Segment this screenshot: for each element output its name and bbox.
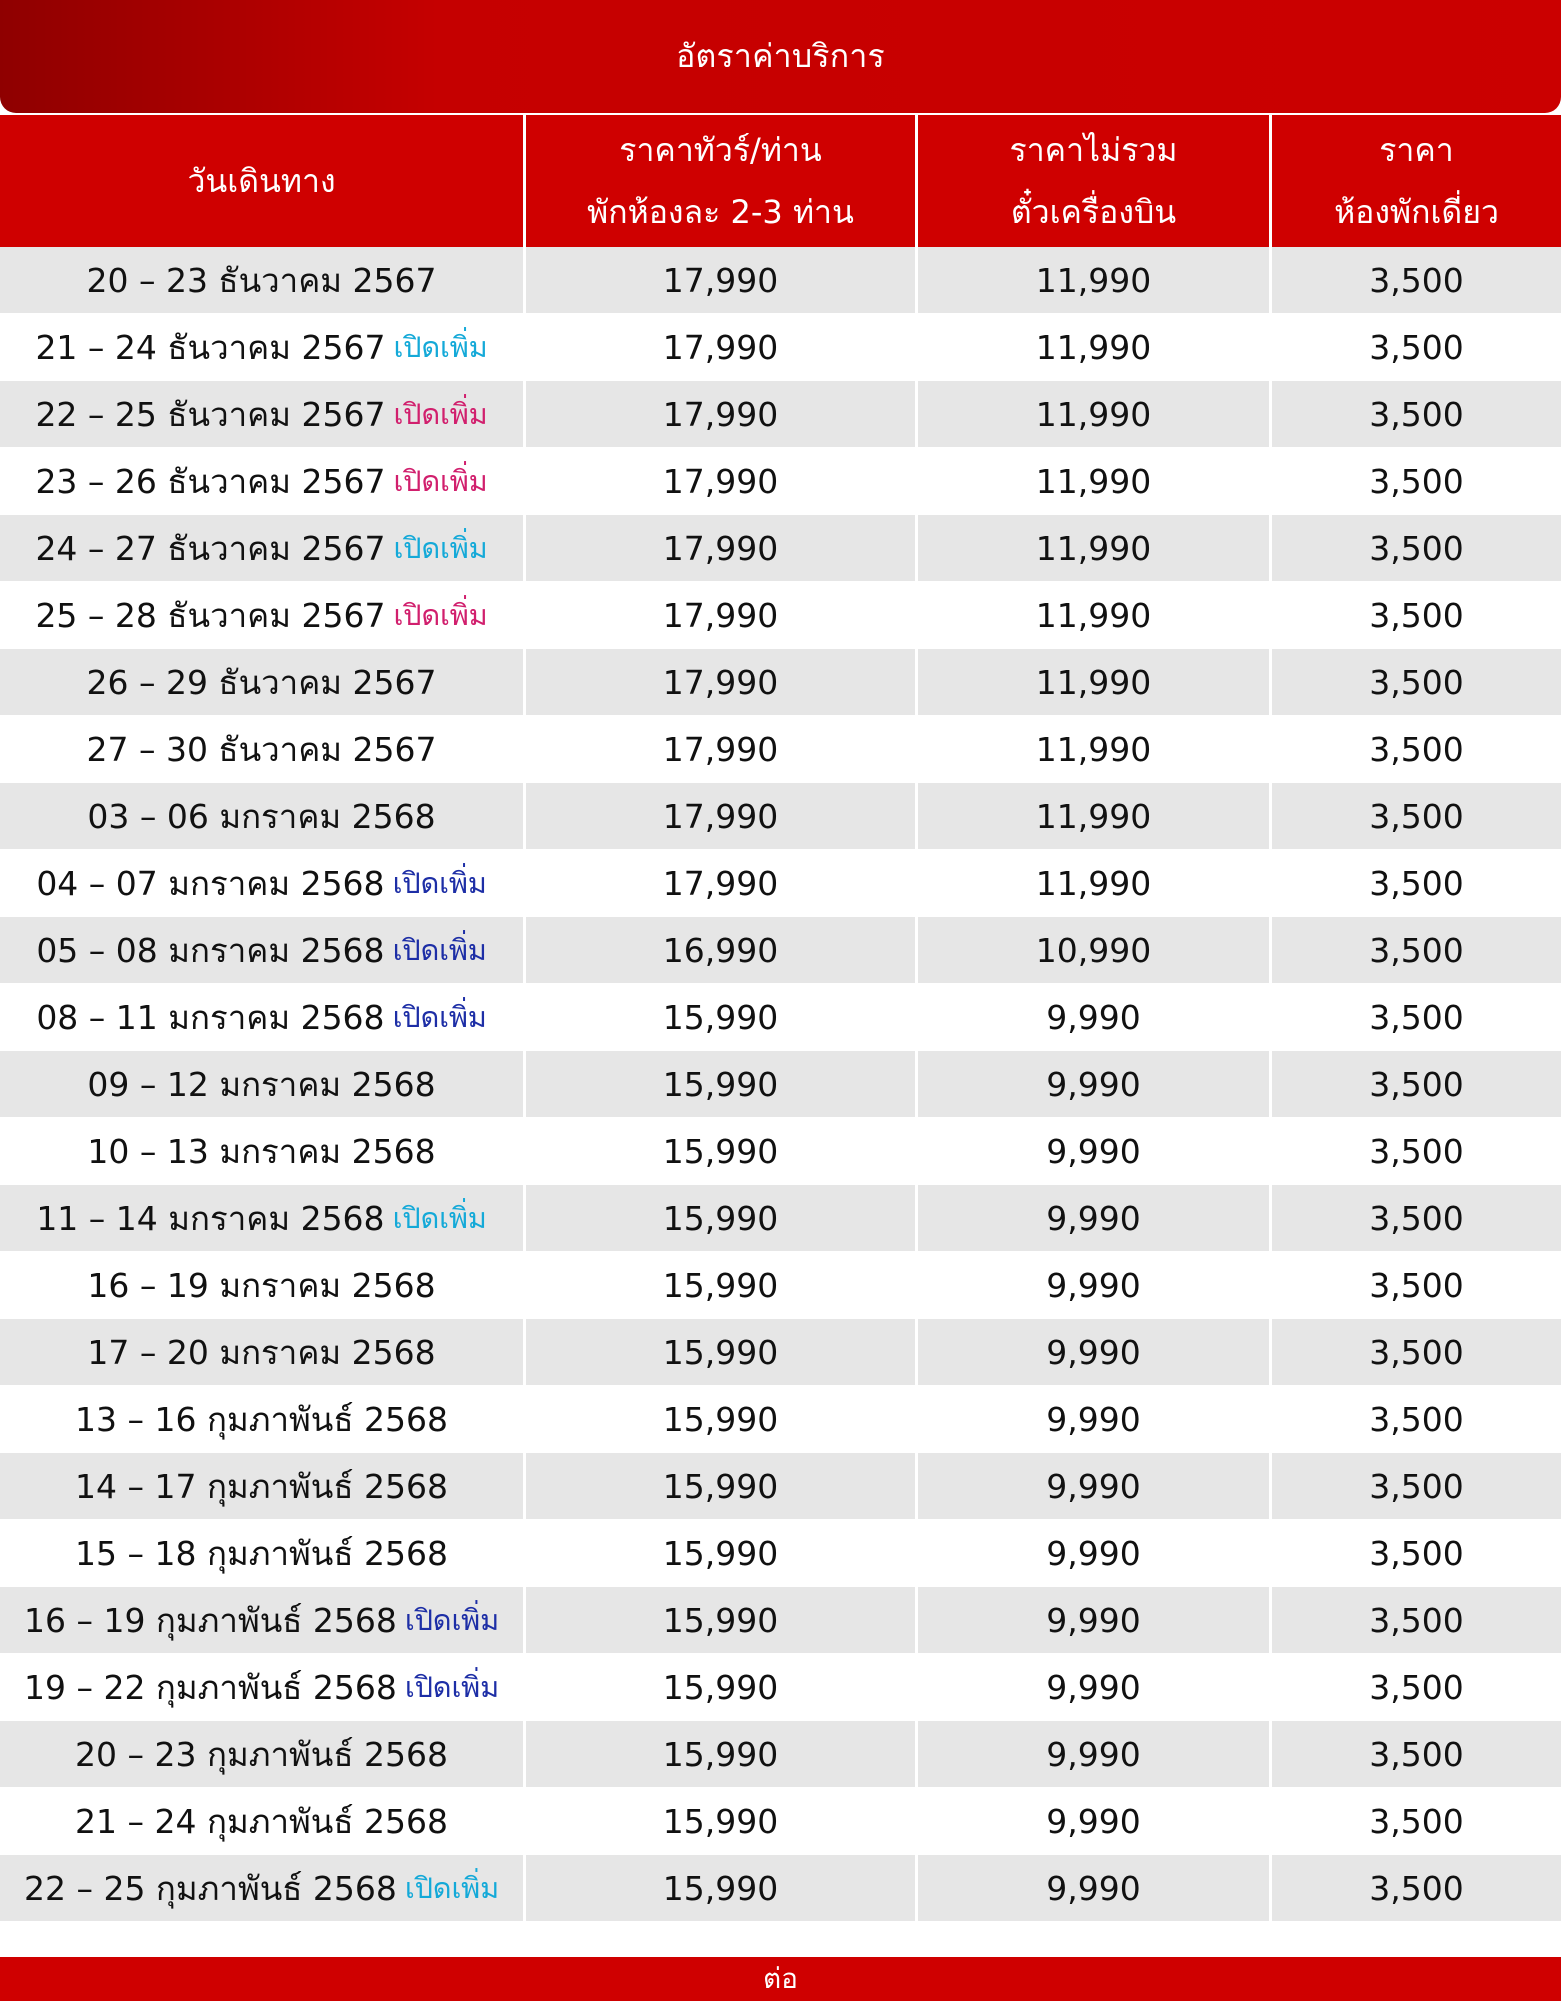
date-cell [0,1520,526,1586]
date-cell [0,917,526,983]
date-text: 17 – 20 มกราคม 2568 [87,1332,436,1372]
tour-price-cell [526,1587,918,1653]
date-cell [0,1252,526,1318]
date-content [87,1064,436,1104]
table-row [0,515,1561,582]
date-text: 16 – 19 กุมภาพันธ์ 2568 [23,1600,397,1640]
tour-price-cell [526,1252,918,1318]
no-flight-price-cell-value: 11,990 [1035,394,1152,434]
header-tour-price-line2: พักห้องละ 2-3 ท่าน [587,193,854,231]
tour-price-cell [526,1319,918,1385]
date-content [87,1332,436,1372]
date-content [35,461,488,501]
date-content [35,394,488,434]
single-room-price-cell [1272,1587,1561,1653]
no-flight-price-cell-value: 9,990 [1046,997,1141,1037]
single-room-price-cell-value: 3,500 [1369,528,1464,568]
date-content [75,1466,448,1506]
date-cell [0,850,526,916]
date-content [23,1667,499,1707]
price-table [0,115,1561,1922]
no-flight-price-cell-value: 9,990 [1046,1265,1141,1305]
tour-price-cell [526,917,918,983]
date-text: 25 – 28 ธันวาคม 2567 [35,595,386,635]
date-cell [0,1788,526,1854]
header-tour-price-line1: ราคาทัวร์/ท่าน [619,131,822,169]
table-row [0,1520,1561,1587]
tour-price-cell [526,582,918,648]
no-flight-price-cell [918,1051,1272,1117]
single-room-price-cell [1272,582,1561,648]
table-row [0,1252,1561,1319]
single-room-price-cell-value: 3,500 [1369,1399,1464,1439]
tour-price-cell [526,1654,918,1720]
no-flight-price-cell [918,1855,1272,1921]
no-flight-price-cell [918,850,1272,916]
single-room-price-cell-value: 3,500 [1369,595,1464,635]
no-flight-price-cell-value: 9,990 [1046,1734,1141,1774]
header-tour-price [526,115,918,247]
single-room-price-cell-value: 3,500 [1369,662,1464,702]
date-cell [0,1453,526,1519]
no-flight-price-cell [918,1118,1272,1184]
open-more-tag: เปิดเพิ่ม [393,530,488,565]
no-flight-price-cell-value: 9,990 [1046,1131,1141,1171]
continued-footer [0,1957,1561,2001]
table-row [0,1185,1561,1252]
single-room-price-cell [1272,1788,1561,1854]
no-flight-price-cell-value: 11,990 [1035,595,1152,635]
open-more-tag: เปิดเพิ่ม [392,932,487,967]
tour-price-cell-value: 15,990 [662,997,779,1037]
tour-price-cell [526,984,918,1050]
tour-price-cell-value: 17,990 [662,528,779,568]
date-content [36,930,487,970]
no-flight-price-cell-value: 9,990 [1046,1868,1141,1908]
no-flight-price-cell [918,1721,1272,1787]
no-flight-price-cell [918,716,1272,782]
date-text: 26 – 29 ธันวาคม 2567 [86,662,437,702]
date-cell [0,1654,526,1720]
single-room-price-cell [1272,1319,1561,1385]
tour-price-cell [526,1453,918,1519]
single-room-price-cell-value: 3,500 [1369,1600,1464,1640]
date-cell [0,1721,526,1787]
date-text: 05 – 08 มกราคม 2568 [36,930,385,970]
table-body [0,247,1561,1922]
no-flight-price-cell [918,783,1272,849]
no-flight-price-cell-value: 9,990 [1046,1399,1141,1439]
date-text: 10 – 13 มกราคม 2568 [87,1131,436,1171]
date-content [87,1265,436,1305]
tour-price-cell-value: 17,990 [662,260,779,300]
date-text: 11 – 14 มกราคม 2568 [36,1198,385,1238]
no-flight-price-cell-value: 11,990 [1035,662,1152,702]
date-text: 22 – 25 กุมภาพันธ์ 2568 [23,1868,397,1908]
no-flight-price-cell-value: 11,990 [1035,327,1152,367]
single-room-price-cell [1272,649,1561,715]
single-room-price-cell [1272,1855,1561,1921]
open-more-tag: เปิดเพิ่ม [393,597,488,632]
table-row [0,1788,1561,1855]
tour-price-cell-value: 15,990 [662,1399,779,1439]
date-text: 24 – 27 ธันวาคม 2567 [35,528,386,568]
no-flight-price-cell [918,1319,1272,1385]
date-content [87,796,436,836]
date-text: 27 – 30 ธันวาคม 2567 [86,729,437,769]
single-room-price-cell-value: 3,500 [1369,997,1464,1037]
date-content [35,528,488,568]
no-flight-price-cell [918,984,1272,1050]
date-text: 16 – 19 มกราคม 2568 [87,1265,436,1305]
single-room-price-cell [1272,783,1561,849]
header-date-label: วันเดินทาง [187,162,336,200]
no-flight-price-cell [918,314,1272,380]
header-date [0,115,526,247]
table-row [0,1051,1561,1118]
table-row [0,1453,1561,1520]
date-cell [0,582,526,648]
no-flight-price-cell [918,1788,1272,1854]
single-room-price-cell-value: 3,500 [1369,1533,1464,1573]
tour-price-cell-value: 17,990 [662,595,779,635]
no-flight-price-cell-value: 11,990 [1035,528,1152,568]
date-content [75,1801,448,1841]
tour-price-cell [526,716,918,782]
tour-price-cell-value: 16,990 [662,930,779,970]
continued-label: ต่อ [763,1962,798,1995]
tour-price-cell-value: 15,990 [662,1265,779,1305]
single-room-price-cell [1272,1721,1561,1787]
date-content [36,1198,487,1238]
no-flight-price-cell [918,515,1272,581]
open-more-tag: เปิดเพิ่ม [404,1602,499,1637]
tour-price-cell-value: 15,990 [662,1734,779,1774]
no-flight-price-cell-value: 9,990 [1046,1064,1141,1104]
single-room-price-cell-value: 3,500 [1369,796,1464,836]
no-flight-price-cell-value: 9,990 [1046,1533,1141,1573]
single-room-price-cell-value: 3,500 [1369,461,1464,501]
no-flight-price-cell [918,381,1272,447]
single-room-price-cell-value: 3,500 [1369,1466,1464,1506]
date-cell [0,1185,526,1251]
table-row [0,1118,1561,1185]
no-flight-price-cell [918,917,1272,983]
date-cell [0,1386,526,1452]
date-text: 20 – 23 ธันวาคม 2567 [86,260,437,300]
single-room-price-cell-value: 3,500 [1369,1734,1464,1774]
single-room-price-cell-value: 3,500 [1369,1801,1464,1841]
date-text: 14 – 17 กุมภาพันธ์ 2568 [75,1466,448,1506]
tour-price-cell-value: 17,990 [662,461,779,501]
single-room-price-cell [1272,1051,1561,1117]
single-room-price-cell [1272,917,1561,983]
single-room-price-cell [1272,1453,1561,1519]
date-cell [0,448,526,514]
no-flight-price-cell-value: 11,990 [1035,260,1152,300]
single-room-price-cell [1272,1118,1561,1184]
date-content [75,1533,448,1573]
no-flight-price-cell [918,448,1272,514]
date-content [36,863,487,903]
no-flight-price-cell [918,1520,1272,1586]
open-more-tag: เปิดเพิ่ม [393,463,488,498]
no-flight-price-cell-value: 11,990 [1035,863,1152,903]
single-room-price-cell-value: 3,500 [1369,1868,1464,1908]
open-more-tag: เปิดเพิ่ม [392,999,487,1034]
tour-price-cell-value: 17,990 [662,729,779,769]
table-row [0,448,1561,515]
date-cell [0,716,526,782]
no-flight-price-cell [918,582,1272,648]
header-no-flight-line1: ราคาไม่รวม [1009,131,1178,169]
single-room-price-cell-value: 3,500 [1369,1667,1464,1707]
tour-price-cell [526,314,918,380]
date-text: 03 – 06 มกราคม 2568 [87,796,436,836]
table-row [0,247,1561,314]
single-room-price-cell-value: 3,500 [1369,327,1464,367]
no-flight-price-cell-value: 9,990 [1046,1667,1141,1707]
no-flight-price-cell-value: 11,990 [1035,729,1152,769]
header-no-flight-price [918,115,1272,247]
single-room-price-cell [1272,984,1561,1050]
tour-price-cell-value: 17,990 [662,796,779,836]
open-more-tag: เปิดเพิ่ม [404,1669,499,1704]
tour-price-cell [526,649,918,715]
date-text: 15 – 18 กุมภาพันธ์ 2568 [75,1533,448,1573]
table-row [0,582,1561,649]
single-room-price-cell [1272,716,1561,782]
tour-price-cell [526,448,918,514]
date-text: 23 – 26 ธันวาคม 2567 [35,461,386,501]
date-text: 08 – 11 มกราคม 2568 [36,997,385,1037]
no-flight-price-cell-value: 9,990 [1046,1466,1141,1506]
table-row [0,917,1561,984]
single-room-price-cell [1272,1185,1561,1251]
tour-price-cell [526,515,918,581]
date-content [35,327,488,367]
header-single-line1: ราคา [1379,131,1454,169]
table-row [0,649,1561,716]
no-flight-price-cell [918,1587,1272,1653]
date-cell [0,1587,526,1653]
tour-price-cell [526,247,918,313]
table-row [0,314,1561,381]
tour-price-cell-value: 15,990 [662,1667,779,1707]
single-room-price-cell [1272,448,1561,514]
single-room-price-cell [1272,1386,1561,1452]
table-row [0,1855,1561,1922]
table-row [0,381,1561,448]
tour-price-cell-value: 15,990 [662,1533,779,1573]
table-header-row [0,115,1561,247]
single-room-price-cell [1272,850,1561,916]
date-content [23,1868,499,1908]
single-room-price-cell [1272,381,1561,447]
no-flight-price-cell [918,1654,1272,1720]
no-flight-price-cell-value: 9,990 [1046,1801,1141,1841]
tour-price-cell-value: 17,990 [662,662,779,702]
date-content [86,260,437,300]
single-room-price-cell-value: 3,500 [1369,394,1464,434]
date-cell [0,984,526,1050]
tour-price-cell-value: 15,990 [662,1064,779,1104]
no-flight-price-cell [918,1453,1272,1519]
tour-price-cell-value: 15,990 [662,1801,779,1841]
date-content [86,729,437,769]
open-more-tag: เปิดเพิ่ม [404,1870,499,1905]
date-text: 04 – 07 มกราคม 2568 [36,863,385,903]
date-cell [0,1118,526,1184]
single-room-price-cell-value: 3,500 [1369,260,1464,300]
tour-price-cell [526,1855,918,1921]
date-content [35,595,488,635]
single-room-price-cell [1272,247,1561,313]
tour-price-cell-value: 15,990 [662,1131,779,1171]
tour-price-cell-value: 17,990 [662,394,779,434]
tour-price-cell-value: 15,990 [662,1600,779,1640]
table-row [0,783,1561,850]
table-row [0,1721,1561,1788]
single-room-price-cell [1272,515,1561,581]
date-text: 21 – 24 ธันวาคม 2567 [35,327,386,367]
tour-price-cell [526,381,918,447]
date-cell [0,381,526,447]
single-room-price-cell [1272,1654,1561,1720]
single-room-price-cell-value: 3,500 [1369,863,1464,903]
single-room-price-cell-value: 3,500 [1369,729,1464,769]
page-title: อัตราค่าบริการ [676,37,885,75]
date-cell [0,1855,526,1921]
table-row [0,1319,1561,1386]
date-cell [0,649,526,715]
single-room-price-cell-value: 3,500 [1369,1064,1464,1104]
date-text: 13 – 16 กุมภาพันธ์ 2568 [75,1399,448,1439]
date-text: 22 – 25 ธันวาคม 2567 [35,394,386,434]
date-content [36,997,487,1037]
tour-price-cell-value: 17,990 [662,863,779,903]
table-row [0,716,1561,783]
single-room-price-cell [1272,1520,1561,1586]
tour-price-cell [526,1721,918,1787]
date-content [75,1734,448,1774]
tour-price-cell [526,783,918,849]
single-room-price-cell-value: 3,500 [1369,1265,1464,1305]
single-room-price-cell-value: 3,500 [1369,1198,1464,1238]
date-content [86,662,437,702]
single-room-price-cell-value: 3,500 [1369,1332,1464,1372]
no-flight-price-cell-value: 9,990 [1046,1332,1141,1372]
date-text: 21 – 24 กุมภาพันธ์ 2568 [75,1801,448,1841]
tour-price-cell-value: 15,990 [662,1868,779,1908]
header-single-room-price [1272,115,1561,247]
date-content [23,1600,499,1640]
no-flight-price-cell-value: 10,990 [1035,930,1152,970]
date-cell [0,247,526,313]
no-flight-price-cell-value: 9,990 [1046,1600,1141,1640]
open-more-tag: เปิดเพิ่ม [392,865,487,900]
table-row [0,984,1561,1051]
tour-price-cell [526,1185,918,1251]
tour-price-cell [526,1386,918,1452]
single-room-price-cell-value: 3,500 [1369,1131,1464,1171]
no-flight-price-cell [918,1386,1272,1452]
no-flight-price-cell [918,1185,1272,1251]
date-content [87,1131,436,1171]
single-room-price-cell [1272,314,1561,380]
no-flight-price-cell-value: 11,990 [1035,796,1152,836]
table-row [0,1654,1561,1721]
header-single-line2: ห้องพักเดี่ยว [1334,193,1499,231]
open-more-tag: เปิดเพิ่ม [392,1200,487,1235]
single-room-price-cell [1272,1252,1561,1318]
no-flight-price-cell [918,247,1272,313]
tour-price-cell [526,1520,918,1586]
page-title-bar [0,0,1561,113]
table-row [0,850,1561,917]
tour-price-cell [526,1788,918,1854]
date-cell [0,314,526,380]
header-no-flight-line2: ตั๋วเครื่องบิน [1010,193,1177,231]
date-text: 19 – 22 กุมภาพันธ์ 2568 [23,1667,397,1707]
tour-price-cell-value: 15,990 [662,1198,779,1238]
tour-price-cell-value: 17,990 [662,327,779,367]
tour-price-cell [526,1118,918,1184]
date-content [75,1399,448,1439]
no-flight-price-cell-value: 9,990 [1046,1198,1141,1238]
open-more-tag: เปิดเพิ่ม [393,329,488,364]
date-cell [0,1051,526,1117]
tour-price-cell [526,850,918,916]
table-row [0,1587,1561,1654]
tour-price-cell [526,1051,918,1117]
date-cell [0,1319,526,1385]
tour-price-cell-value: 15,990 [662,1466,779,1506]
date-text: 09 – 12 มกราคม 2568 [87,1064,436,1104]
no-flight-price-cell [918,1252,1272,1318]
date-text: 20 – 23 กุมภาพันธ์ 2568 [75,1734,448,1774]
date-cell [0,783,526,849]
single-room-price-cell-value: 3,500 [1369,930,1464,970]
date-cell [0,515,526,581]
table-row [0,1386,1561,1453]
tour-price-cell-value: 15,990 [662,1332,779,1372]
no-flight-price-cell [918,649,1272,715]
open-more-tag: เปิดเพิ่ม [393,396,488,431]
no-flight-price-cell-value: 11,990 [1035,461,1152,501]
